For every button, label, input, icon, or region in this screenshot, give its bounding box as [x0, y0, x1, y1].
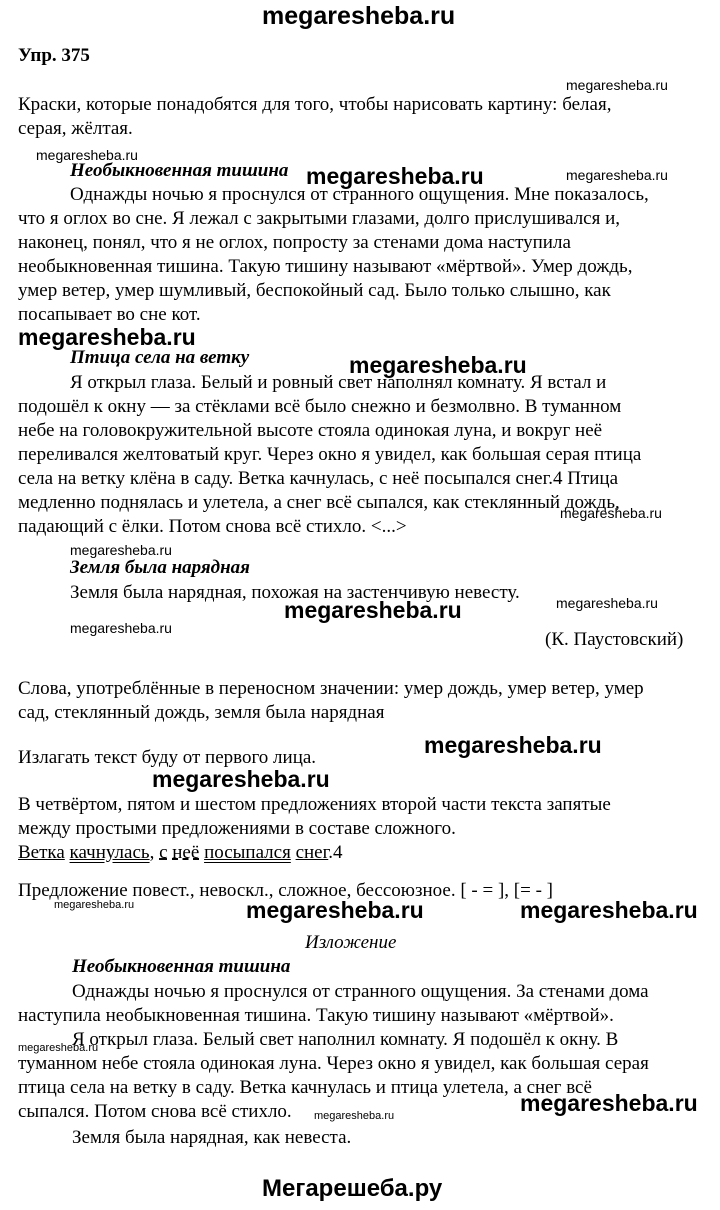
part2-title: Птица села на ветку: [70, 347, 250, 368]
author-attribution: (К. Паустовский): [545, 629, 684, 650]
presentation-line: Однажды ночью я проснулся от странного ощущения. За стенами дома: [72, 981, 649, 1002]
figurative-line: Слова, употреблённые в переносном значении: умер дождь, умер ветер, умер: [18, 678, 644, 699]
watermark: megaresheba.ru: [18, 1042, 99, 1054]
part1-line: Однажды ночью я проснулся от странного ощущения. Мне показалось,: [70, 184, 649, 205]
part2-line: переливался желтоватый круг. Через окно я увидел, как большая серая птица: [18, 444, 642, 465]
watermark: megaresheba.ru: [152, 766, 330, 792]
footer-watermark: Мегарешеба.ру: [262, 1175, 443, 1202]
figurative-line: сад, стеклянный дождь, земля была нарядная: [18, 702, 385, 723]
part2-line: села на ветку клёна в саду. Ветка качнулась, с неё посыпался снег.4 Птица: [18, 468, 619, 489]
sentence-subject: Ветка: [18, 842, 65, 863]
sentence-characteristic: Предложение повест., невоскл., сложное, бессоюзное. [ - = ], [= - ]: [18, 880, 553, 901]
part1-line: умер ветер, умер шумливый, беспокойный сад. Было только слышно, как: [18, 280, 611, 301]
commas-line: между простыми предложениями в составе сложного.: [18, 818, 456, 839]
sentence-end: .4: [328, 842, 343, 863]
watermark: megaresheba.ru: [36, 147, 138, 163]
sentence-adverbial: неё: [172, 842, 200, 863]
part3-title: Земля была нарядная: [70, 557, 250, 578]
watermark: megaresheba.ru: [556, 595, 658, 611]
watermark: megaresheba.ru: [306, 163, 484, 189]
sentence-adverbial: с: [159, 842, 168, 863]
watermark: megaresheba.ru: [54, 899, 135, 911]
sentence-predicate: качнулась: [69, 842, 150, 863]
exercise-number: Упр. 375: [18, 45, 90, 66]
intro-line: серая, жёлтая.: [18, 118, 133, 139]
presentation-line: наступила необыкновенная тишина. Такую тишину называют «мёртвой».: [18, 1005, 614, 1026]
watermark: megaresheba.ru: [424, 732, 602, 758]
person-statement: Излагать текст буду от первого лица.: [18, 747, 317, 768]
part2-line: Я открыл глаза. Белый и ровный свет наполнял комнату. Я встал и: [70, 372, 607, 393]
watermark: megaresheba.ru: [314, 1110, 395, 1122]
presentation-line: туманном небе стояла одинокая луна. Через окно я увидел, как большая серая: [18, 1053, 649, 1074]
part1-title: Необыкновенная тишина: [70, 160, 289, 181]
presentation-line: птица села на ветку в саду. Ветка качнулась и птица улетела, а снег всё: [18, 1077, 592, 1098]
watermark: megaresheba.ru: [520, 1090, 698, 1116]
watermark: megaresheba.ru: [349, 352, 527, 378]
watermark: megaresheba.ru: [18, 324, 196, 350]
part2-line: медленно поднялась и улетела, а снег всё сыпался, как стеклянный дождь,: [18, 492, 620, 513]
intro-line: Краски, которые понадобятся для того, чтобы нарисовать картину: белая,: [18, 94, 612, 115]
part2-line: подошёл к окну — за стёклами всё было снежно и безмолвно. В туманном: [18, 396, 622, 417]
presentation-line: Я открыл глаза. Белый свет наполнил комнату. Я подошёл к окну. В: [72, 1029, 619, 1050]
watermark: megaresheba.ru: [566, 77, 668, 93]
watermark: megaresheba.ru: [70, 620, 172, 636]
parsed-sentence: [18, 841, 343, 865]
commas-line: В четвёртом, пятом и шестом предложениях второй части текста запятые: [18, 794, 611, 815]
watermark: megaresheba.ru: [566, 167, 668, 183]
sentence-subject: снег: [295, 842, 329, 863]
watermark: megaresheba.ru: [284, 597, 462, 623]
part1-line: посапывает во сне кот.: [18, 304, 201, 325]
watermark: megaresheba.ru: [560, 505, 662, 521]
watermark: megaresheba.ru: [70, 542, 172, 558]
presentation-line: Земля была нарядная, как невеста.: [72, 1127, 352, 1148]
part1-line: наконец, понял, что я не оглох, попросту за стенами дома наступила: [18, 232, 571, 253]
part1-line: необыкновенная тишина. Такую тишину называют «мёртвой». Умер дождь,: [18, 256, 633, 277]
watermark: megaresheba.ru: [246, 897, 424, 923]
sentence-predicate: посыпался: [204, 842, 291, 863]
header-watermark: megaresheba.ru: [262, 2, 456, 30]
sentence-comma: ,: [149, 842, 155, 863]
part2-line: падающий с ёлки. Потом снова всё стихло. <...>: [18, 516, 407, 537]
part2-line: небе на головокружительной высоте стояла одинокая луна, и вокруг неё: [18, 420, 603, 441]
watermark: megaresheba.ru: [520, 897, 698, 923]
presentation-title: Необыкновенная тишина: [72, 956, 291, 977]
part3-line: Земля была нарядная, похожая на застенчивую невесту.: [70, 582, 520, 603]
part1-line: что я оглох во сне. Я лежал с закрытыми глазами, долго прислушивался и,: [18, 208, 621, 229]
presentation-line: сыпался. Потом снова всё стихло.: [18, 1101, 292, 1122]
presentation-heading: Изложение: [305, 932, 397, 953]
